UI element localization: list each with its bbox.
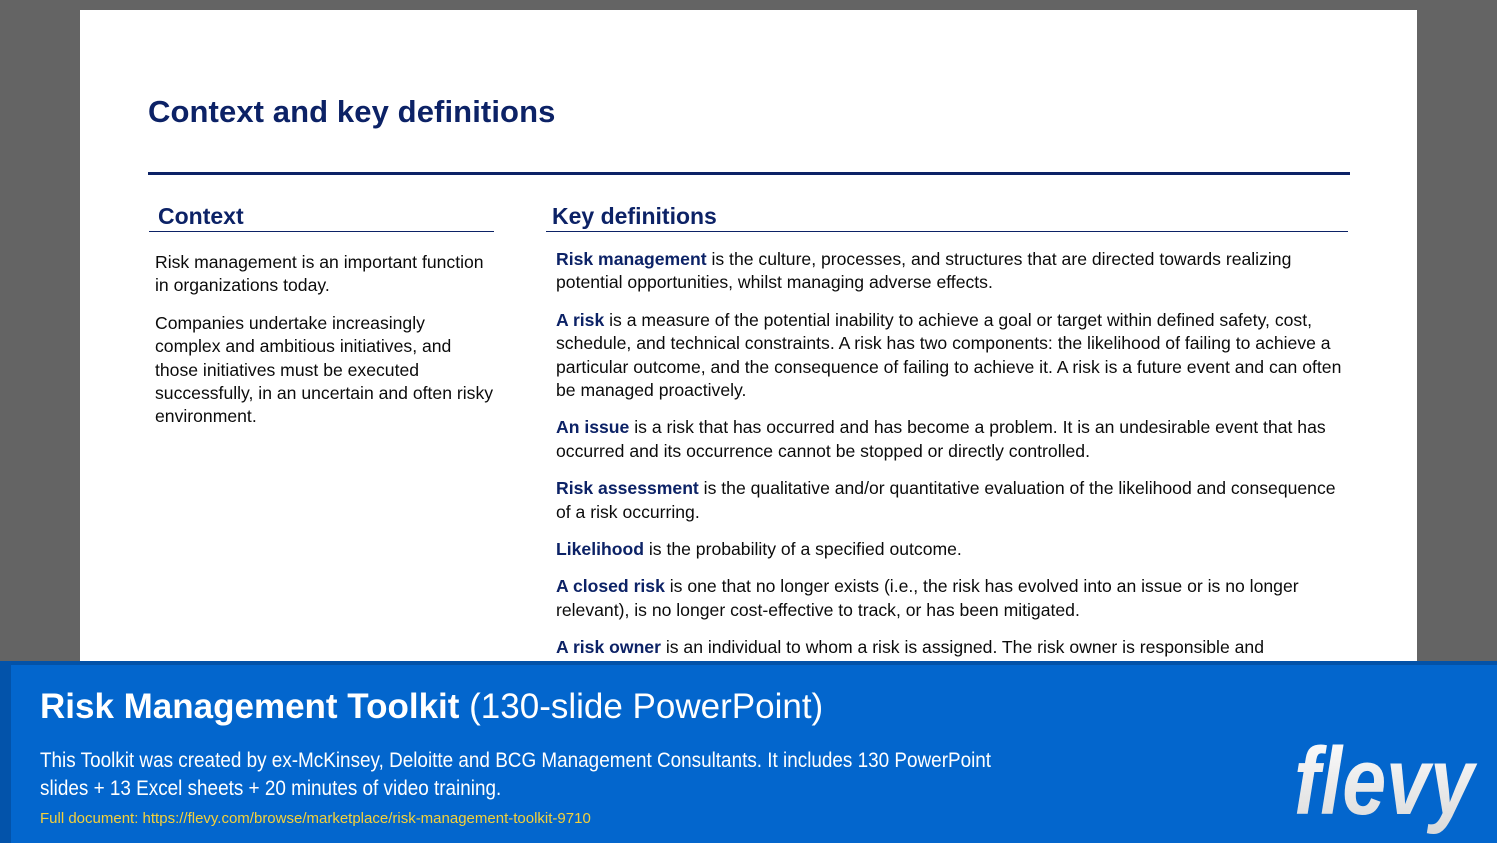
definition-item	[556, 477, 1346, 524]
definition-term: An issue	[556, 417, 630, 438]
document-link[interactable]	[40, 810, 591, 827]
title-divider	[148, 172, 1350, 175]
definition-text: is the culture, processes, and structures that are directed towards realizing potential opportunities, whilst managing adverse effects.	[556, 249, 1292, 293]
document-link-url[interactable]: https://flevy.com/browse/marketplace/risk-management-toolkit-9710	[142, 810, 591, 827]
definition-item	[556, 575, 1346, 622]
definition-item	[556, 538, 1346, 561]
document-link-label: Full document:	[40, 810, 143, 827]
definition-text: is an individual to whom a risk is assigned. The risk owner is responsible and	[660, 637, 1264, 658]
definition-text: is the qualitative and/or quantitative evaluation of the likelihood and consequence of a risk occurring.	[556, 478, 1336, 522]
definition-item	[556, 636, 1346, 659]
definition-text: is a measure of the potential inability to achieve a goal or target within defined safety, cost, schedule, and technical constraints. A risk has two components: the likelihood of failing to achieve a particular outcome, and the consequence of failing to achieve it. A risk is a future event and can often be managed proactively.	[556, 309, 1342, 401]
definitions-heading: Key definitions	[552, 203, 717, 229]
flevy-logo-text: flevy	[1294, 728, 1478, 835]
definition-text: is the probability of a specified outcome.	[643, 539, 962, 560]
definition-item	[556, 309, 1346, 403]
definition-term: A risk owner	[556, 637, 661, 658]
banner-title-sub: (130-slide PowerPoint)	[459, 687, 824, 726]
definition-text: is one that no longer exists (i.e., the risk has evolved into an issue or is no longer relevant), is no longer cost-effective to track, or has been mitigated.	[556, 576, 1299, 620]
flevy-logo	[1290, 728, 1480, 835]
slide-title: Context and key definitions	[148, 94, 556, 129]
definition-text: is a risk that has occurred and has become a problem. It is an undesirable event that has occurred and its occurrence cannot be stopped or directly controlled.	[556, 417, 1326, 461]
definition-item	[556, 416, 1346, 463]
banner-title-main: Risk Management Toolkit	[40, 687, 460, 726]
banner-description: This Toolkit was created by ex-McKinsey, Deloitte and BCG Management Consultants. It includes 130 PowerPoint slides + 13 Excel sheets + 20 minutes of video training.	[40, 749, 992, 800]
definition-term: Likelihood	[556, 539, 644, 560]
definitions-heading-rule	[546, 231, 1348, 232]
definitions-list	[556, 248, 1346, 674]
definition-term: A risk	[556, 309, 605, 330]
context-paragraph: Risk management is an important function in organizations today.	[155, 252, 484, 296]
context-heading: Context	[158, 203, 244, 229]
slide	[80, 10, 1417, 670]
definition-term: Risk management	[556, 249, 707, 269]
definition-term: A closed risk	[556, 576, 665, 597]
context-body	[155, 251, 495, 443]
definition-item	[556, 248, 1346, 295]
banner-edge	[0, 661, 11, 843]
banner-title	[40, 687, 823, 727]
context-paragraph: Companies undertake increasingly complex and ambitious initiatives, and those initiatives must be executed successfully, in an uncertain and often risky environment.	[155, 312, 494, 427]
context-heading-rule	[149, 231, 494, 232]
definition-term: Risk assessment	[556, 478, 699, 499]
